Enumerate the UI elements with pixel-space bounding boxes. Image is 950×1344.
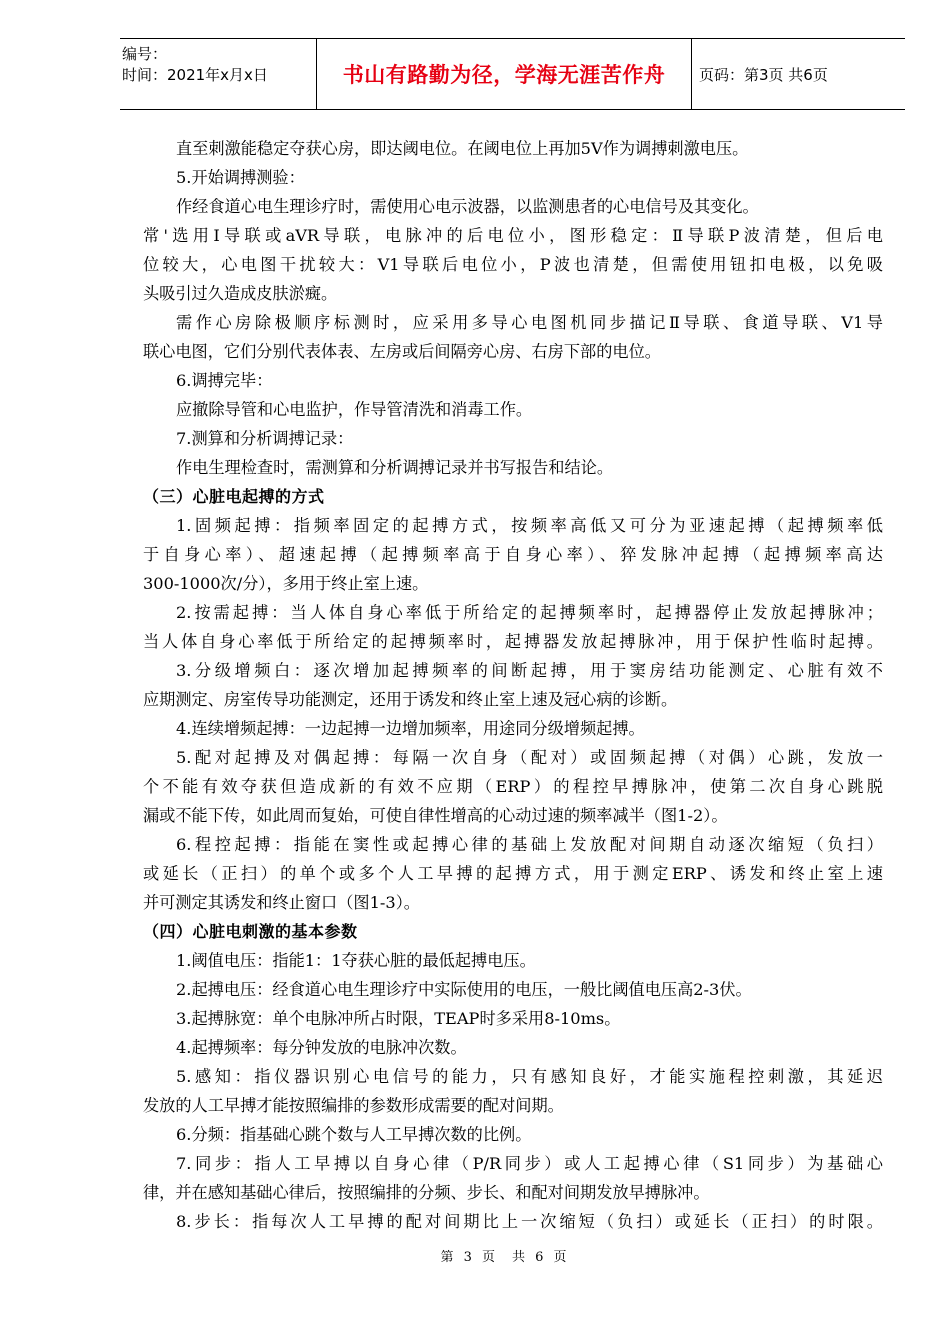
text-line: 5.配对起搏及对偶起搏：每隔一次自身（配对）或固频起搏（对偶）心跳，发放一 [176,748,883,767]
text-line: 300-1000次/分），多用于终止室上速。 [143,574,429,593]
text-line: 2.起搏电压：经食道心电生理诊疗中实际使用的电压，一般比阈值电压高2-3伏。 [176,980,752,999]
text-line: 1.阈值电压：指能1：1夺获心脏的最低起搏电压。 [176,951,536,970]
text-line: 漏或不能下传，如此周而复始，可使自律性增高的心动过速的频率减半（图1-2）。 [143,806,728,825]
text-line: 6.调搏完毕： [176,371,273,390]
text-line: 7.测算和分析调搏记录： [176,429,354,448]
text-line: 直至刺激能稳定夺获心房，即达阈电位。在阈电位上再加5V作为调搏刺激电压。 [176,139,749,158]
text-line: 作经食道心电生理诊疗时，需使用心电示波器，以监测患者的心电信号及其变化。 [176,197,759,216]
section-heading: （四）心脏电刺激的基本参数 [143,922,358,941]
text-line: 3.分级增频白：逐次增加起搏频率的间断起搏，用于窦房结功能测定、心脏有效不 [176,661,883,680]
text-line: 5.开始调搏测验： [176,168,305,187]
text-line: 个不能有效夺获但造成新的有效不应期（ERP）的程控早搏脉冲，使第二次自身心跳脱 [143,777,883,796]
text-line: 于自身心率）、超速起搏（起搏频率高于自身心率）、猝发脉冲起搏（起搏频率高达 [143,545,883,564]
text-line: 并可测定其诱发和终止窗口（图1-3）。 [143,893,420,912]
text-line: 3.起搏脉宽：单个电脉冲所占时限，TEAP时多采用8-10ms。 [176,1009,621,1028]
section-heading: （三）心脏电起搏的方式 [143,487,325,506]
footer-page-total: 共 6 页 [512,1250,570,1265]
text-line: 当人体自身心率低于所给定的起搏频率时，起搏器发放起搏脉冲，用于保护性临时起搏。 [143,632,883,651]
page-header [120,38,905,110]
text-line: 头吸引过久造成皮肤淤癍。 [143,284,338,303]
page-label: 页码：第3页 共6页 [699,65,828,84]
text-line: 联心电图，它们分别代表体表、左房或后间隔旁心房、右房下部的电位。 [143,342,661,361]
text-line: 发放的人工早搏才能按照编排的参数形成需要的配对间期。 [143,1096,564,1115]
time-label: 时间：2021年x月x日 [122,66,268,84]
header-motto-cell [316,39,692,109]
text-line: 7.同步：指人工早搏以自身心律（P/R同步）或人工起搏心律（S1同步）为基础心 [176,1154,883,1173]
text-line: 作电生理检查时，需测算和分析调搏记录并书写报告和结论。 [176,458,614,477]
text-line: 4.连续增频起搏：一边起搏一边增加频率，用途同分级增频起搏。 [176,719,645,738]
header-meta-cell [120,39,316,109]
header-page-cell [691,39,905,109]
footer-page-number: 第 3 页 [440,1250,498,1265]
text-line: 6.分频：指基础心跳个数与人工早搏次数的比例。 [176,1125,532,1144]
page-footer [0,1246,950,1265]
text-line: 8.步长：指每次人工早搏的配对间期比上一次缩短（负扫）或延长（正扫）的时限。 [176,1212,883,1231]
text-line: 需作心房除极顺序标测时，应采用多导心电图机同步描记Ⅱ导联、食道导联、V1导 [176,313,883,332]
text-line: 位较大，心电图干扰较大：V1导联后电位小，P波也清楚，但需使用钮扣电极，以免吸 [143,255,883,274]
text-line: 4.起搏频率：每分钟发放的电脉冲次数。 [176,1038,467,1057]
text-line: 应撤除导管和心电监护，作导管清洗和消毒工作。 [176,400,533,419]
text-line: 律，并在感知基础心律后，按照编排的分频、步长、和配对间期发放早搏脉冲。 [143,1183,710,1202]
text-line: 或延长（正扫）的单个或多个人工早搏的起搏方式，用于测定ERP、诱发和终止室上速 [143,864,883,883]
text-line: 1.固频起搏：指频率固定的起搏方式，按频率高低又可分为亚速起搏（起搏频率低 [176,516,883,535]
motto-text: 书山有路勤为径，学海无涯苦作舟 [342,63,666,87]
text-line: 应期测定、房室传导功能测定，还用于诱发和终止室上速及冠心病的诊断。 [143,690,678,709]
text-line: 常'选用Ⅰ导联或aVR导联，电脉冲的后电位小，图形稳定：Ⅱ导联P波清楚，但后电 [143,226,883,245]
text-line: 6.程控起搏：指能在窦性或起搏心律的基础上发放配对间期自动逐次缩短（负扫） [176,835,883,854]
text-line: 5.感知：指仪器识别心电信号的能力，只有感知良好，才能实施程控刺激，其延迟 [176,1067,883,1086]
document-body [143,134,883,1236]
number-label: 编号： [122,45,168,63]
text-line: 2.按需起搏：当人体自身心率低于所给定的起搏频率时，起搏器停止发放起搏脉冲； [176,603,883,622]
